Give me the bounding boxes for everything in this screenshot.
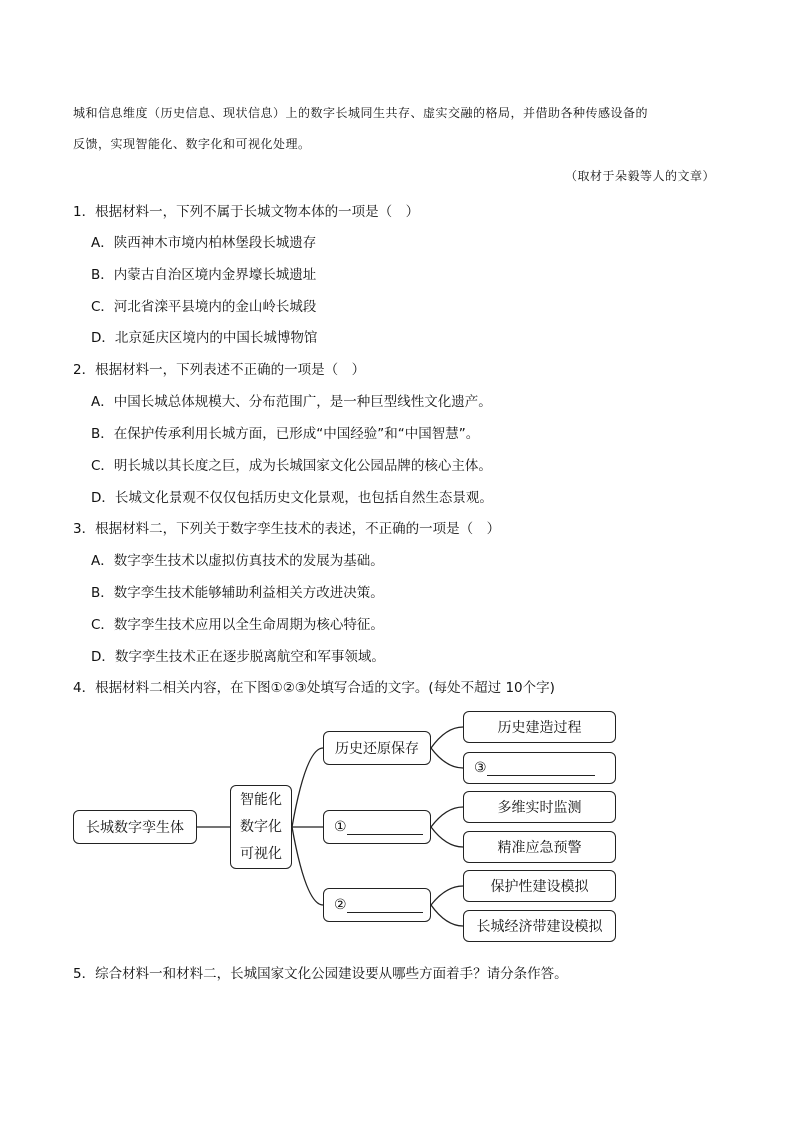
question-1-stem: 1．根据材料一，下列不属于长城文物本体的一项是（ ） (73, 204, 420, 220)
question-2-option-a: A．中国长城总体规模大、分布范围广，是一种巨型线性文化遗产。 (91, 394, 492, 410)
branch-blank-2-node (323, 888, 431, 922)
passage-line-2: 反馈，实现智能化、数字化和可视化处理。 (73, 137, 311, 151)
source-note: （取材于朵毅等人的文章） (564, 169, 715, 183)
question-1-option-b: B．内蒙古自治区境内金界壕长城遗址 (91, 267, 317, 283)
question-1-option-a: A．陕西神木市境内柏林堡段长城遗存 (91, 235, 317, 251)
question-2-stem: 2．根据材料一，下列表述不正确的一项是（ ） (73, 362, 366, 378)
leaf-emergency-warning: 精准应急预警 (463, 831, 616, 863)
middle-node (230, 785, 292, 869)
root-node: 长城数字孪生体 (73, 810, 197, 844)
question-1-option-c: C．河北省滦平县境内的金山岭长城段 (91, 299, 317, 315)
leaf-protective-construction: 保护性建设模拟 (463, 870, 616, 902)
answer-blank-1[interactable] (347, 819, 423, 835)
blank-marker-2: ② (334, 897, 347, 913)
question-3-option-a: A．数字孪生技术以虚拟仿真技术的发展为基础。 (91, 553, 384, 569)
branch-blank-1-node (323, 810, 431, 844)
branch-history-node: 历史还原保存 (323, 731, 431, 765)
middle-label-2: 数字化 (240, 818, 282, 835)
middle-label-3: 可视化 (240, 845, 282, 862)
blank-marker-1: ① (334, 819, 347, 835)
question-2-option-c: C．明长城以其长度之巨，成为长城国家文化公园品牌的核心主体。 (91, 458, 492, 474)
question-3-option-d: D．数字孪生技术正在逐步脱离航空和军事领域。 (91, 649, 385, 665)
question-2-option-d: D．长城文化景观不仅仅包括历史文化景观，也包括自然生态景观。 (91, 490, 493, 506)
blank-marker-3: ③ (474, 760, 487, 776)
question-5-stem: 5．综合材料一和材料二，长城国家文化公园建设要从哪些方面着手？请分条作答。 (73, 966, 568, 982)
question-4-stem: 4．根据材料二相关内容，在下图①②③处填写合适的文字。(每处不超过 10个字) (73, 680, 555, 696)
passage-line-1: 城和信息维度（历史信息、现状信息）上的数字长城同生共存、虚实交融的格局，并借助各种传感设备的 (73, 106, 649, 120)
leaf-blank-3-node (463, 752, 616, 784)
middle-label-1: 智能化 (240, 791, 282, 808)
question-2-option-b: B．在保护传承利用长城方面，已形成“中国经验”和“中国智慧”。 (91, 426, 480, 442)
question-1-option-d: D．北京延庆区境内的中国长城博物馆 (91, 330, 318, 346)
question-3-option-c: C．数字孪生技术应用以全生命周期为核心特征。 (91, 617, 384, 633)
question-3-option-b: B．数字孪生技术能够辅助利益相关方改进决策。 (91, 585, 384, 601)
answer-blank-2[interactable] (347, 897, 423, 913)
answer-blank-3[interactable] (487, 760, 595, 776)
question-3-stem: 3．根据材料二，下列关于数字孪生技术的表述，不正确的一项是（ ） (73, 521, 501, 537)
leaf-history-process: 历史建造过程 (463, 711, 616, 743)
leaf-realtime-monitoring: 多维实时监测 (463, 791, 616, 823)
leaf-economic-belt: 长城经济带建设模拟 (463, 910, 616, 942)
